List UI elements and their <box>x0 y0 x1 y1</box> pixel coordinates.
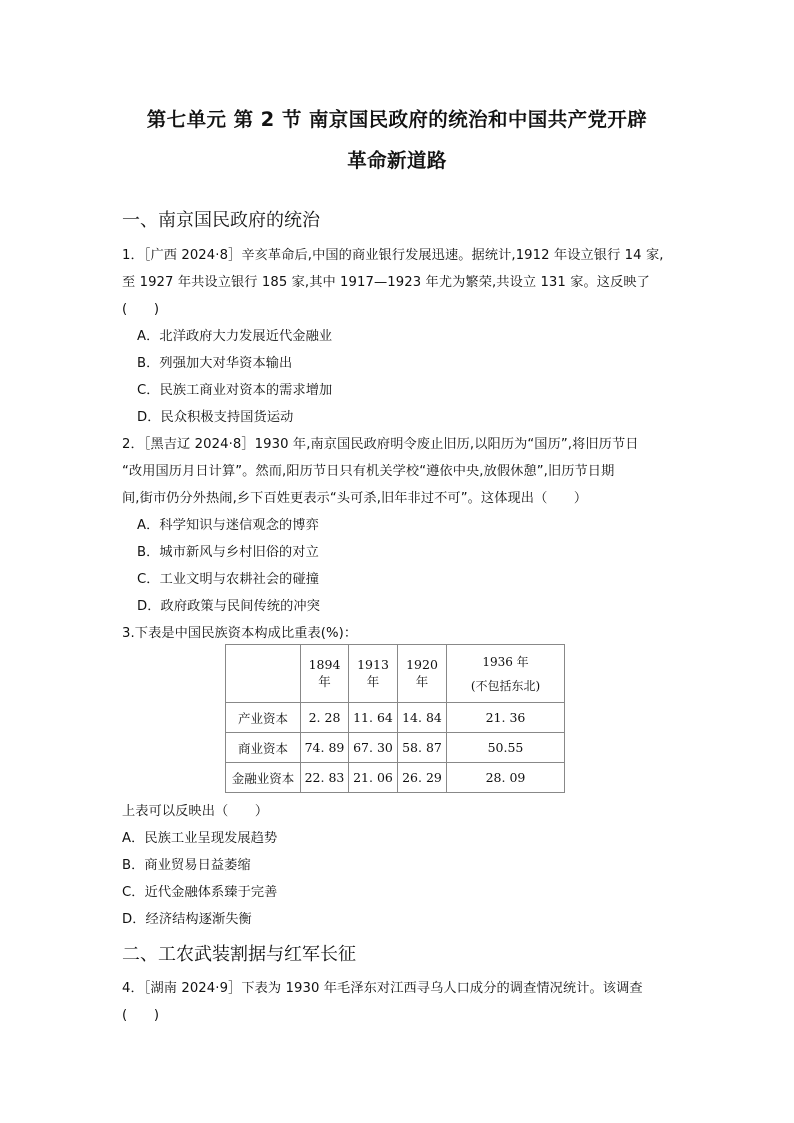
option-c: C．近代金融体系臻于完善 <box>122 885 278 900</box>
table-cell: 14. 84 <box>398 703 447 733</box>
table-row <box>226 703 565 733</box>
question-4-text: ( ) <box>122 1008 160 1023</box>
question-2-text: “改用国历月日计算”。然而,阳历节日只有机关学校“遵依中央,放假休憩”,旧历节日期 <box>122 464 615 479</box>
question-1-text: 至 1927 年共设立银行 185 家,其中 1917—1923 年尤为繁荣,共设立 131 家。这反映了 <box>122 275 650 290</box>
table-row-label: 产业资本 <box>226 703 301 733</box>
question-2-text: 2．［黑吉辽 2024·8］1930 年,南京国民政府明令废止旧历,以阳历为“国历”,将旧历节日 <box>122 437 639 452</box>
table-cell: 21. 06 <box>349 763 398 793</box>
table-header-cell: 1920 年 <box>398 645 447 703</box>
table-header-cell <box>447 645 565 703</box>
table-header-year: 1936 年 <box>482 654 529 669</box>
table-cell: 22. 83 <box>301 763 349 793</box>
table-cell: 26. 29 <box>398 763 447 793</box>
option-a: A．科学知识与迷信观念的博弈 <box>137 518 319 533</box>
table-header-row <box>226 645 565 703</box>
option-b: B．商业贸易日益萎缩 <box>122 858 251 873</box>
table-row-label: 商业资本 <box>226 733 301 763</box>
page-title: 第七单元 第 2 节 南京国民政府的统治和中国共产党开辟 <box>146 108 648 131</box>
table-cell: 50.55 <box>447 733 565 763</box>
table-cell: 21. 36 <box>447 703 565 733</box>
table-cell: 58. 87 <box>398 733 447 763</box>
option-d: D．经济结构逐渐失衡 <box>122 912 252 927</box>
option-b: B．城市新风与乡村旧俗的对立 <box>137 545 319 560</box>
table-header-note: (不包括东北) <box>470 678 541 693</box>
option-c: C．民族工商业对资本的需求增加 <box>137 383 333 398</box>
question-1-text: ( ) <box>122 302 160 317</box>
page-title-line2: 革命新道路 <box>347 149 447 172</box>
section-heading: 二、工农武装割据与红军长征 <box>122 944 356 965</box>
table-cell: 74. 89 <box>301 733 349 763</box>
section-heading: 一、南京国民政府的统治 <box>122 210 320 231</box>
question-4-text: 4．［湖南 2024·9］下表为 1930 年毛泽东对江西寻乌人口成分的调查情况统计。该调查 <box>122 981 643 996</box>
table-header-cell: 1894 年 <box>301 645 349 703</box>
table-cell: 2. 28 <box>301 703 349 733</box>
table-header-cell <box>226 645 301 703</box>
table-row-label: 金融业资本 <box>226 763 301 793</box>
table-header-cell: 1913 年 <box>349 645 398 703</box>
table-cell: 28. 09 <box>447 763 565 793</box>
option-d: D．民众积极支持国货运动 <box>137 410 294 425</box>
question-3-text: 3.下表是中国民族资本构成比重表(%)： <box>122 626 358 641</box>
table-row <box>226 733 565 763</box>
table-cell: 67. 30 <box>349 733 398 763</box>
question-2-text: 间,街市仍分外热闹,乡下百姓更表示“头可杀,旧年非过不可”。这体现出（ ） <box>122 491 588 506</box>
table-row <box>226 763 565 793</box>
option-c: C．工业文明与农耕社会的碰撞 <box>137 572 320 587</box>
question-1-text: 1．［广西 2024·8］辛亥革命后,中国的商业银行发展迅速。据统计,1912 年设立银行 14 家, <box>122 248 664 263</box>
option-d: D．政府政策与民间传统的冲突 <box>137 599 320 614</box>
option-b: B．列强加大对华资本输出 <box>137 356 293 371</box>
question-3-stem: 上表可以反映出（ ） <box>122 804 269 819</box>
table-cell: 11. 64 <box>349 703 398 733</box>
option-a: A．北洋政府大力发展近代金融业 <box>137 329 333 344</box>
option-a: A．民族工业呈现发展趋势 <box>122 831 278 846</box>
capital-composition-table <box>225 644 565 793</box>
